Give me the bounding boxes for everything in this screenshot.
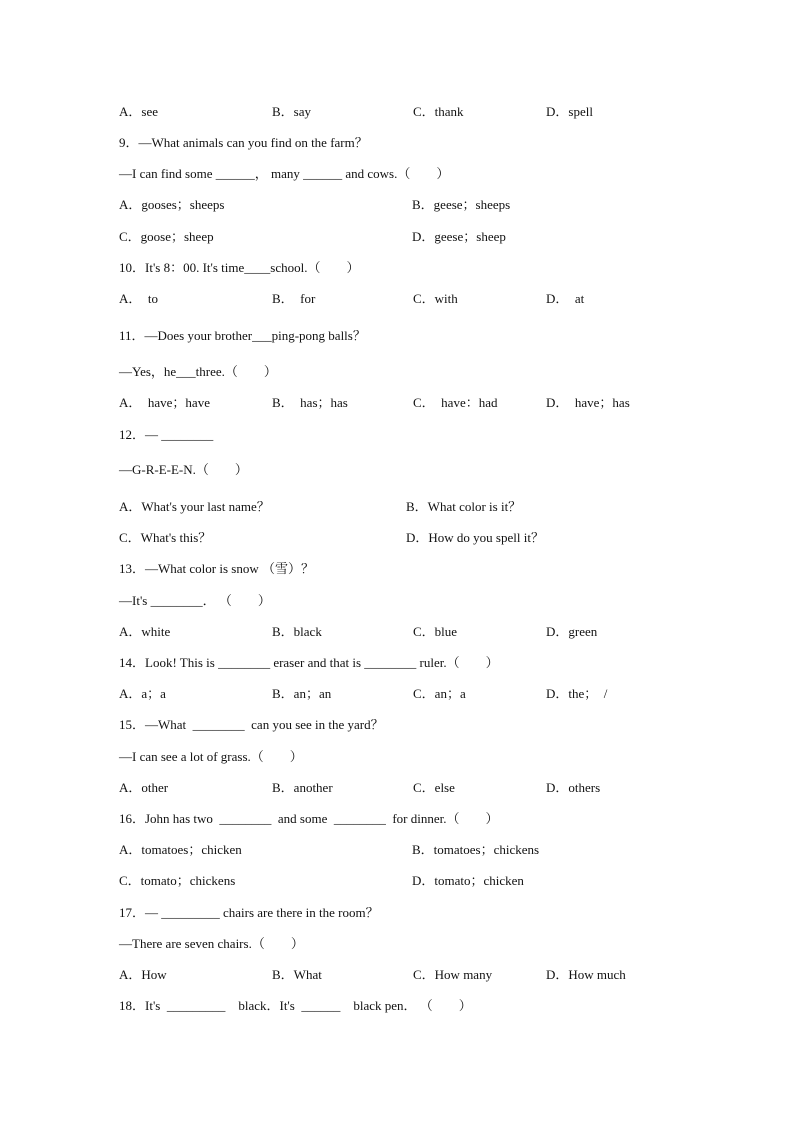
q13-option-c: C．blue [413,624,458,639]
q16-stem: 16．John has two ________ and some ________ for dinner.（ ） [119,811,499,826]
q13-stem: 13．—What color is snow （雪）？ [119,561,314,576]
q15-answer-line: —I can see a lot of grass.（ ） [119,749,303,764]
q9-answer-line: —I can find some ______， many ______ and cows.（ ） [119,166,450,181]
q13-option-b: B．black [272,624,322,639]
q12-option-d: D．How do you spell it？ [406,530,544,545]
q14-stem: 14．Look! This is ________ eraser and that is ________ ruler.（ ） [119,655,499,670]
q14-option-d: D．the； / [546,686,608,701]
q11-option-d: D． have；has [546,395,630,410]
q9-option-b: B．geese；sheeps [412,197,511,212]
q12-option-a: A．What's your last name？ [119,499,270,514]
q11-option-a: A． have；have [119,395,210,410]
q17-option-d: D．How much [546,967,626,982]
q11-option-c: C． have：had [413,395,498,410]
q12-option-c: C．What's this？ [119,530,212,545]
q14-option-c: C．an；a [413,686,466,701]
q16-option-b: B．tomatoes；chickens [412,842,540,857]
q17-option-c: C．How many [413,967,493,982]
q17-option-b: B．What [272,967,322,982]
q15-stem: 15．—What ________ can you see in the yard？ [119,717,384,732]
q13-option-d: D．green [546,624,598,639]
q12-answer-line: —G-R-E-E-N.（ ） [119,462,248,477]
q9-option-c: C．goose；sheep [119,229,214,244]
q10-option-a: A． to [119,291,159,306]
q8-option-a: A．see [119,104,158,119]
q11-answer-line: —Yes，he___three.（ ） [119,364,277,379]
q15-option-b: B．another [272,780,333,795]
q17-stem: 17．— _________ chairs are there in the room？ [119,905,379,920]
q17-answer-line: —There are seven chairs.（ ） [119,936,304,951]
q9-option-a: A．gooses；sheeps [119,197,225,212]
q16-option-a: A．tomatoes；chicken [119,842,242,857]
q8-option-d: D．spell [546,104,593,119]
q10-stem: 10．It's 8：00. It's time____school.（ ） [119,260,360,275]
q9-stem: 9．—What animals can you find on the farm？ [119,135,368,150]
q18-stem: 18．It's _________ black．It's ______ black pen． （ ） [119,998,472,1013]
q10-option-c: C．with [413,291,458,306]
q15-option-d: D．others [546,780,601,795]
q17-option-a: A．How [119,967,167,982]
q11-option-b: B． has；has [272,395,348,410]
q13-answer-line: —It's ________． （ ） [119,593,271,608]
q12-option-b: B．What color is it？ [406,499,522,514]
q8-option-b: B．say [272,104,312,119]
q10-option-b: B． for [272,291,316,306]
q16-option-c: C．tomato；chickens [119,873,236,888]
q13-option-a: A．white [119,624,171,639]
q8-option-c: C．thank [413,104,464,119]
q9-option-d: D．geese；sheep [412,229,506,244]
q12-stem: 12．— ________ [119,427,214,442]
q15-option-a: A．other [119,780,169,795]
q16-option-d: D．tomato；chicken [412,873,524,888]
q11-stem: 11．—Does your brother___ping-pong balls？ [119,328,366,343]
q14-option-a: A．a；a [119,686,166,701]
q14-option-b: B．an；an [272,686,332,701]
q15-option-c: C．else [413,780,455,795]
q10-option-d: D． at [546,291,585,306]
